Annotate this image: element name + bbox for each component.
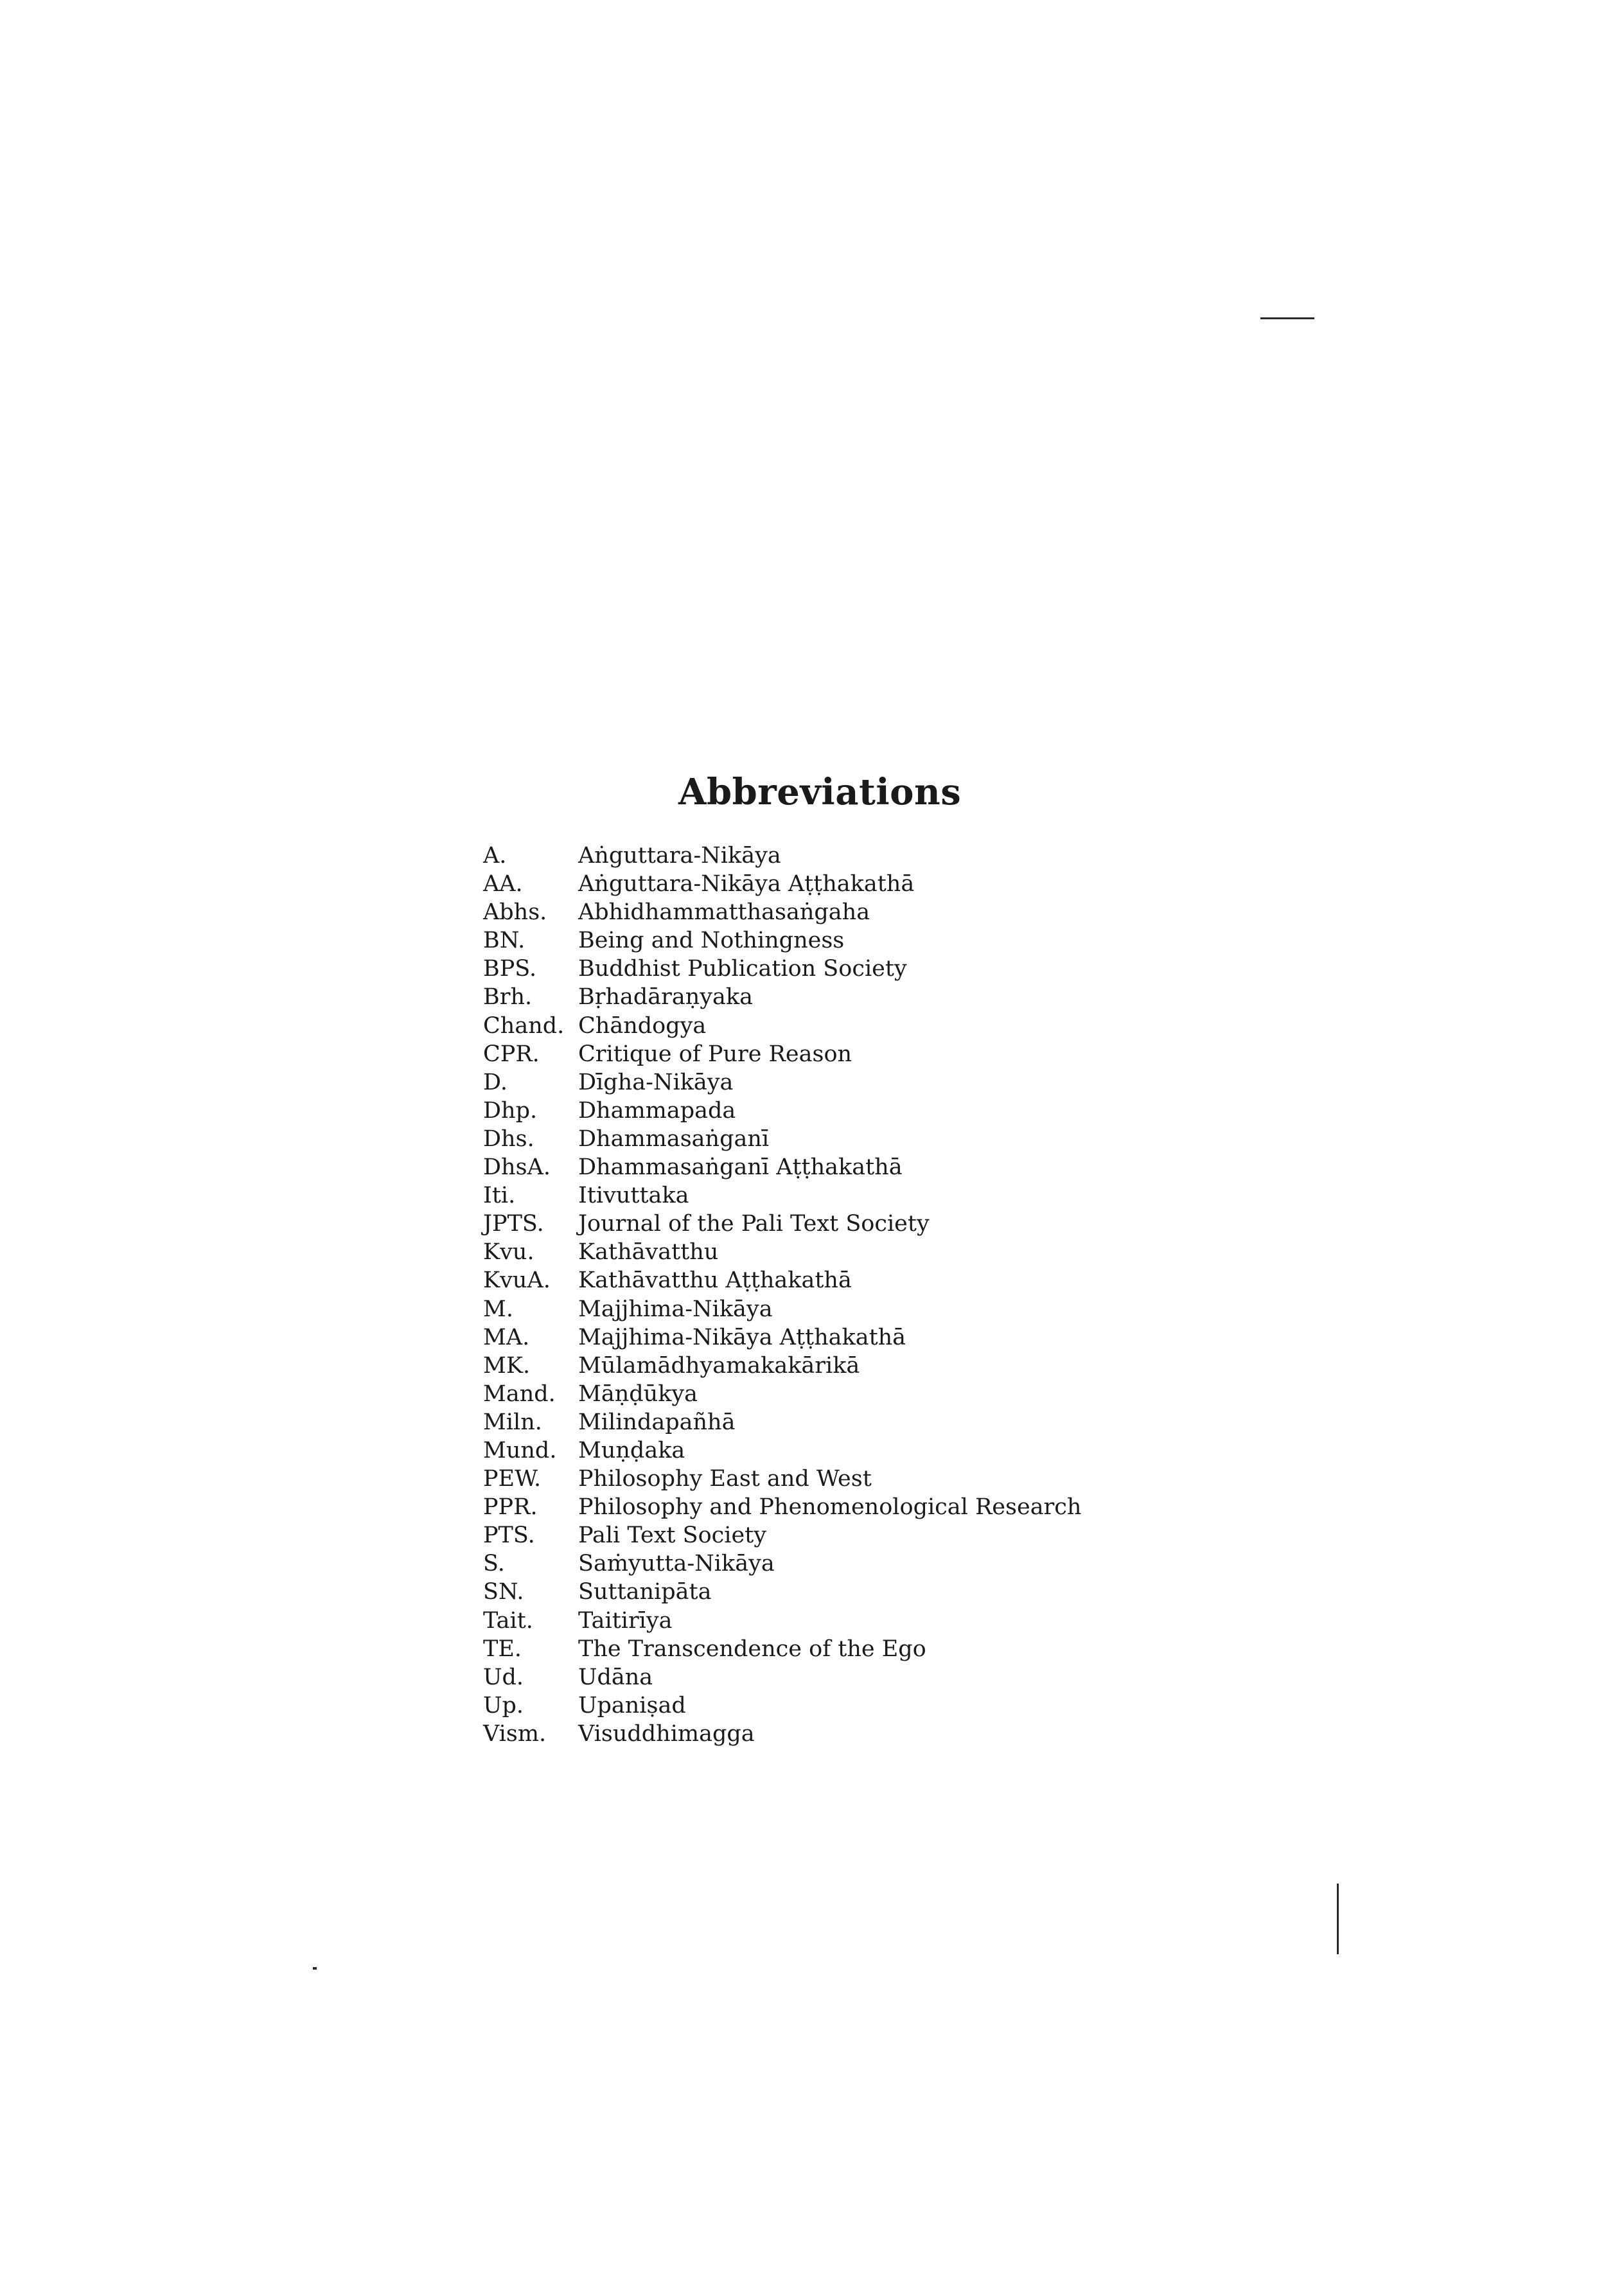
abbreviation-expansion: Being and Nothingness (578, 928, 845, 954)
abbreviation-expansion: Dīgha-Nikāya (578, 1069, 734, 1095)
abbreviation-entry (483, 1098, 1125, 1126)
abbreviation-expansion: Dhammapada (578, 1097, 736, 1124)
abbreviation-list (483, 843, 1125, 1749)
abbreviation-expansion: Journal of the Pali Text Society (578, 1211, 930, 1237)
abbreviation-entry (483, 871, 1125, 899)
abbreviation-entry (483, 928, 1125, 956)
abbreviation-term: BPS. (483, 956, 537, 982)
abbreviation-expansion: The Transcendence of the Ego (578, 1636, 926, 1662)
abbreviation-term: A. (483, 843, 507, 869)
abbreviation-term: DhsA. (483, 1154, 551, 1181)
abbreviation-term: Chand. (483, 1012, 565, 1039)
abbreviation-expansion: Saṁyutta-Nikāya (578, 1551, 775, 1577)
abbreviation-entry (483, 1494, 1125, 1523)
abbreviation-entry (483, 899, 1125, 928)
abbreviation-term: MK. (483, 1352, 531, 1379)
abbreviation-term: Abhs. (483, 899, 547, 926)
abbreviation-expansion: Philosophy East and West (578, 1466, 872, 1492)
abbreviation-expansion: Kathāvatthu (578, 1239, 719, 1266)
abbreviation-expansion: Milindapañhā (578, 1409, 736, 1435)
abbreviation-term: Ud. (483, 1664, 524, 1690)
abbreviation-term: PPR. (483, 1494, 538, 1521)
abbreviation-term: JPTS. (483, 1211, 544, 1237)
abbreviation-term: BN. (483, 928, 525, 954)
abbreviation-entry (483, 1721, 1125, 1749)
abbreviation-entry (483, 956, 1125, 984)
abbreviation-term: Vism. (483, 1720, 547, 1747)
abbreviation-entry (483, 1608, 1125, 1636)
abbreviation-term: S. (483, 1551, 505, 1577)
abbreviation-entry (483, 1154, 1125, 1183)
scan-margin-mark (1260, 317, 1314, 319)
abbreviation-expansion: Mūlamādhyamakakārikā (578, 1352, 860, 1379)
abbreviation-entry (483, 1013, 1125, 1041)
abbreviation-expansion: Philosophy and Phenomenological Research (578, 1494, 1082, 1521)
page-title: Abbreviations (678, 770, 962, 813)
abbreviation-expansion: Muṇḍaka (578, 1437, 685, 1463)
abbreviation-term: KvuA. (483, 1267, 551, 1294)
abbreviation-term: D. (483, 1069, 508, 1095)
abbreviation-term: PEW. (483, 1466, 542, 1492)
abbreviation-entry (483, 1325, 1125, 1353)
abbreviation-term: Iti. (483, 1183, 516, 1209)
abbreviation-term: M. (483, 1296, 513, 1322)
abbreviation-expansion: Kathāvatthu Aṭṭhakathā (578, 1267, 852, 1294)
abbreviation-entry (483, 1693, 1125, 1721)
abbreviation-term: AA. (483, 871, 523, 897)
abbreviation-entry (483, 1239, 1125, 1267)
scan-speck (313, 1967, 317, 1970)
abbreviation-expansion: Māṇḍūkya (578, 1381, 698, 1407)
abbreviation-term: Dhs. (483, 1126, 534, 1152)
abbreviation-expansion: Chāndogya (578, 1012, 707, 1039)
abbreviation-expansion: Upaniṣad (578, 1692, 686, 1718)
abbreviation-expansion: Bṛhadāraṇyaka (578, 984, 753, 1011)
abbreviation-entry (483, 1070, 1125, 1098)
abbreviation-expansion: Majjhima-Nikāya Aṭṭhakathā (578, 1324, 906, 1350)
abbreviation-expansion: Visuddhimagga (578, 1720, 755, 1747)
abbreviation-expansion: Suttanipāta (578, 1579, 712, 1605)
abbreviation-term: Mund. (483, 1437, 557, 1463)
abbreviation-entry (483, 1211, 1125, 1239)
abbreviation-entry (483, 1636, 1125, 1664)
abbreviation-entry (483, 1579, 1125, 1607)
abbreviation-expansion: Critique of Pure Reason (578, 1041, 852, 1067)
abbreviation-expansion: Buddhist Publication Society (578, 956, 907, 982)
abbreviation-expansion: Udāna (578, 1664, 653, 1690)
abbreviation-entry (483, 1523, 1125, 1551)
abbreviation-entry (483, 1551, 1125, 1579)
abbreviation-expansion: Majjhima-Nikāya (578, 1296, 773, 1322)
abbreviation-entry (483, 1409, 1125, 1438)
abbreviation-expansion: Pali Text Society (578, 1523, 767, 1549)
abbreviation-term: Up. (483, 1692, 524, 1718)
abbreviation-term: Tait. (483, 1607, 533, 1634)
abbreviation-term: Kvu. (483, 1239, 534, 1266)
abbreviation-entry (483, 1183, 1125, 1211)
abbreviation-term: CPR. (483, 1041, 540, 1067)
abbreviation-expansion: Aṅguttara-Nikāya Aṭṭhakathā (578, 871, 915, 897)
abbreviation-entry (483, 1041, 1125, 1070)
abbreviation-expansion: Taitirīya (578, 1607, 673, 1634)
abbreviation-expansion: Dhammasaṅganī Aṭṭhakathā (578, 1154, 903, 1181)
abbreviation-entry (483, 1664, 1125, 1693)
scan-edge-mark (1337, 1884, 1339, 1954)
abbreviation-entry (483, 1381, 1125, 1409)
abbreviation-expansion: Abhidhammatthasaṅgaha (578, 899, 870, 926)
abbreviation-expansion: Aṅguttara-Nikāya (578, 843, 781, 869)
abbreviation-entry (483, 1267, 1125, 1296)
abbreviation-term: Mand. (483, 1381, 556, 1407)
abbreviation-entry (483, 1126, 1125, 1154)
abbreviation-entry (483, 1353, 1125, 1381)
abbreviation-term: Brh. (483, 984, 533, 1011)
abbreviation-entry (483, 1296, 1125, 1325)
abbreviation-term: MA. (483, 1324, 530, 1350)
abbreviation-entry (483, 984, 1125, 1012)
abbreviation-entry (483, 1438, 1125, 1466)
abbreviation-term: PTS. (483, 1523, 535, 1549)
abbreviation-entry (483, 1466, 1125, 1494)
abbreviation-expansion: Dhammasaṅganī (578, 1126, 770, 1152)
abbreviation-term: Miln. (483, 1409, 542, 1435)
abbreviation-term: TE. (483, 1636, 522, 1662)
abbreviation-expansion: Itivuttaka (578, 1183, 689, 1209)
abbreviation-term: SN. (483, 1579, 524, 1605)
abbreviation-entry (483, 843, 1125, 871)
abbreviation-term: Dhp. (483, 1097, 538, 1124)
